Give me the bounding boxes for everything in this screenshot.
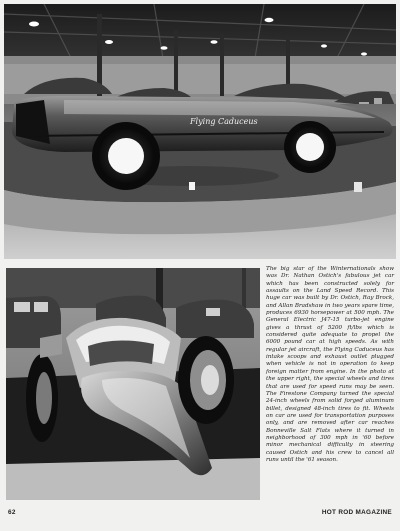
bottom-left-wheel <box>26 354 58 442</box>
bottom-photo <box>6 268 260 500</box>
jet-car-side-view-photo <box>4 4 396 259</box>
rear-wheel <box>284 121 336 173</box>
jet-car-front-view-photo <box>6 268 260 500</box>
photo-caption: The big star of the Winternationals show was Dr. Nathan Ostich's fabulous jet car which has been constructed solely for assaults on the Land Speed Record. This huge car was built by Dr. Ostich, Ray Brock, and Allan Bradshaw in two years spare time, produces 6930 horsepower at 500 mph. The General Electric J47-15 turbo-jet engine gives a thrust of 5200 ft/lbs which is considered quite adequate to propel the 6000 pound car at high speeds. As with regular jet aircraft, the Flying Caduceus has intake scoops and exhaust outlet plugged when vehicle is not in operation to keep foreign matter from engine. In the photo at the upper right, the special wheels and tires that are used for speed runs may be seen. The Firestone Company turned the special 24-inch wheels from solid forged aluminum billet, designed 48-inch tires to fit. Wheels on car are used for transportation purposes only, and are removed after car reaches Bonneville Salt Flats where it turned in neighborhood of 300 mph in '60 before minor mechanical difficulty in steering caused Ostich and his crew to cancel all runs until the '61 season. <box>266 266 394 463</box>
top-photo <box>4 4 396 259</box>
bottom-right-wheel <box>178 336 234 424</box>
magazine-name: HOT ROD MAGAZINE <box>321 509 392 516</box>
car-body-lettering: Flying Caduceus <box>190 117 258 126</box>
front-wheel <box>92 122 160 190</box>
page-number: 62 <box>8 509 16 516</box>
